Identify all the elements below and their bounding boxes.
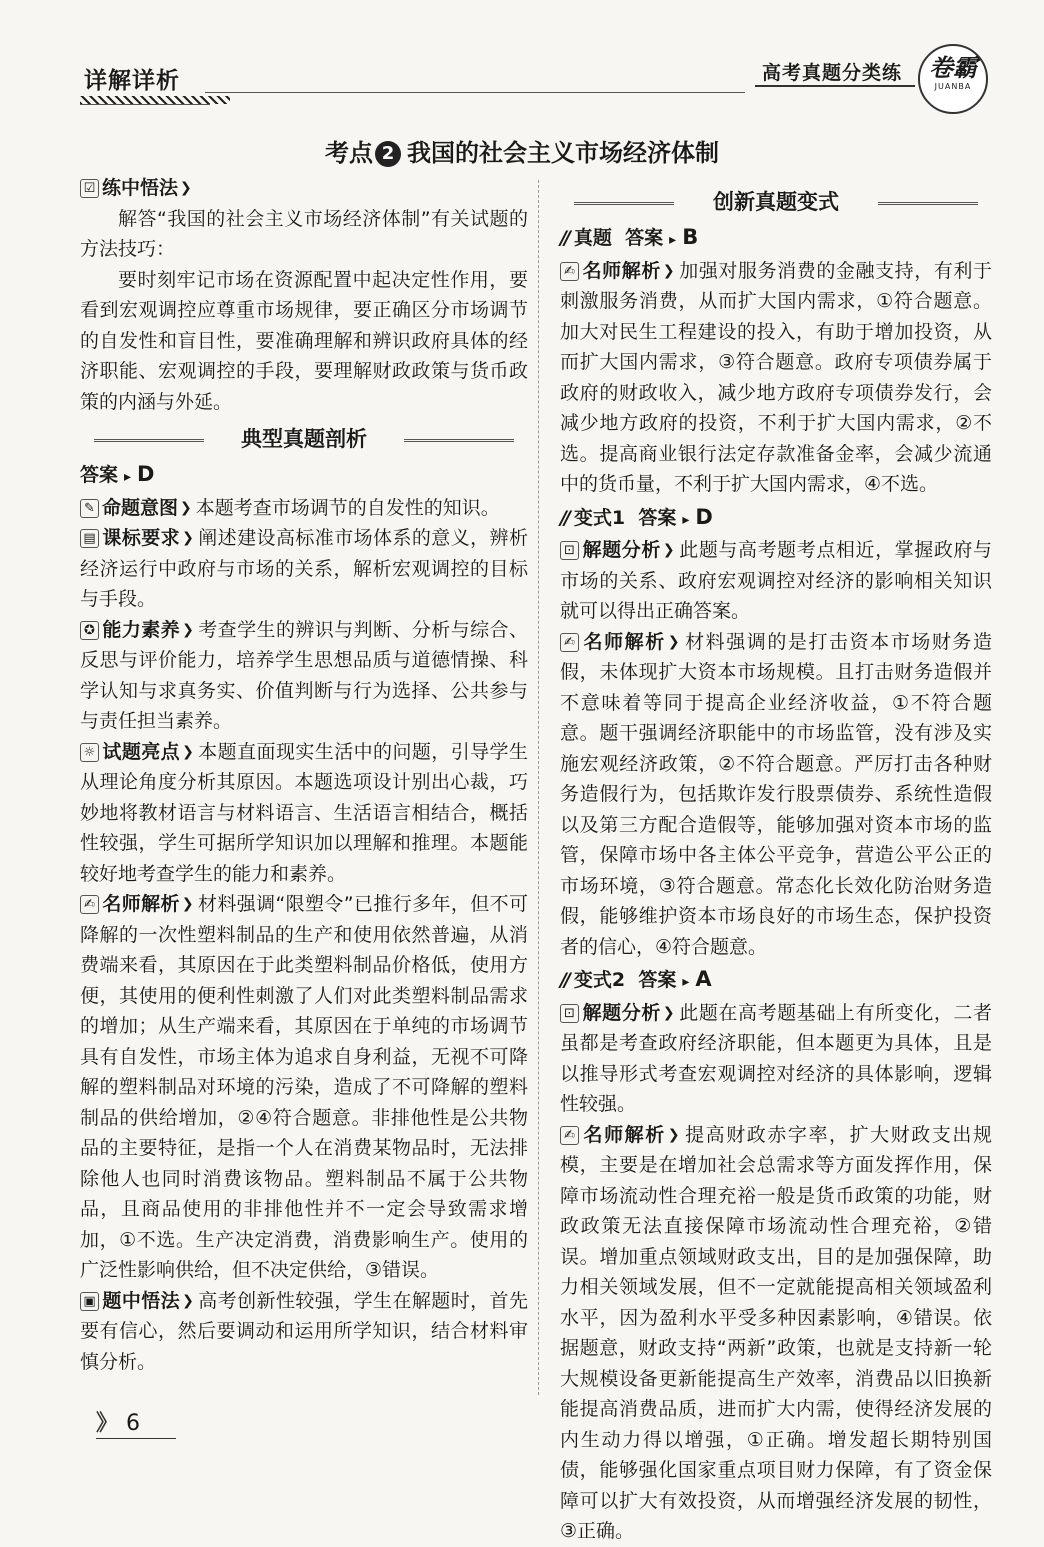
analysis-icon: ⊡: [560, 541, 579, 560]
q1-jiexi: ✍ 名师解析 ❯ 加强对服务消费的金融支持，有利于刺激服务消费，从而扩大国内需求，①符合题意。加大对民生工程建设的投入，有助于增加投资，从而扩大国内需求，③符合题意。政府专项债券属于政府的财政收入，减少地方政府专项债券发行，会减少地方政府的投资，不利于扩大国内需求，②不选。提高商业银行法定存款准备金率，会减少流通中的货币量，不利于扩大国内需求，④不选。: [560, 259, 992, 495]
banner-title: 典型真题剖析: [233, 427, 375, 451]
real-question-header: // 真题 答案 ▸ B: [560, 225, 699, 249]
answer-line: [80, 459, 528, 493]
teacher-icon: ✍: [560, 633, 579, 652]
book-icon: ▤: [80, 529, 99, 548]
answer-value: D: [695, 504, 713, 529]
teacher-icon: ✍: [560, 262, 579, 281]
header-right-title: 高考真题分类练: [762, 62, 903, 84]
header-right-rule: [755, 85, 915, 87]
page-number: 6: [126, 1411, 141, 1436]
section-number-badge: 2: [375, 141, 401, 167]
practice-label: ☑ 练中悟法 ❯: [80, 177, 196, 199]
item-wufa: ▣ 题中悟法 ❯ 高考创新性较强，学生在解题时，首先要有信心，然后要调动和运用所学知识，结合材料审慎分析。: [80, 1289, 528, 1373]
answer-value: A: [695, 967, 712, 991]
q2-jiexi: ✍ 名师解析 ❯ 材料强调的是打击资本市场财务造假，未体现扩大资本市场规模。且打击财务造假并不意味着等同于提高企业经济收益，①不符合题意。题干强调经济职能中的市场监管，没有涉及实施宏观经济政策，②不符合题意。严厉打击各种财务造假行为，包括欺诈发行股票债券、系统性造假以及第三方配合造假等，能够加强对资本市场的监管，保障市场中各主体公平竞争，营造公平公正的市场环境，③符合题意。常态化长效化防治财务造假，能够维护资本市场良好的市场生态，保护投资者的信心，④符合题意。: [560, 630, 992, 958]
answer-label: 答案: [80, 464, 119, 486]
footer-rule: [96, 1438, 176, 1439]
banner-rule-left: [94, 439, 204, 442]
right-column: [560, 184, 992, 1547]
section-title: [0, 133, 1044, 168]
analysis-icon: ⊡: [560, 1004, 579, 1023]
banner-rule-right: [404, 439, 514, 442]
header-left-title: 详解详析: [84, 68, 180, 94]
header-rule-lower: [80, 104, 210, 105]
left-column: [80, 173, 528, 1377]
header-rule: [205, 92, 745, 93]
innovative-questions-banner: [560, 184, 992, 220]
practice-block: [80, 173, 528, 204]
bulb-icon: ✪: [80, 621, 99, 640]
item-nengli: ✪ 能力素养 ❯ 考查学生的辨识与判断、分析与综合、反思与评价能力，培养学生思想品质与道德情操、科学认知与求真务实、价值判断与行为选择、公共参与与责任担当素养。: [80, 618, 528, 732]
note-icon: ▣: [80, 1292, 99, 1311]
triangle-icon: ▸: [124, 469, 132, 485]
answer-value: B: [682, 225, 699, 249]
banner-title: 创新真题变式: [705, 190, 847, 214]
page-footer: [96, 1406, 140, 1437]
logo-text: 卷霸: [929, 54, 977, 82]
variant2-header: // 变式2 答案 ▸ A: [560, 967, 712, 991]
logo-subtext: JUANBA: [934, 82, 972, 91]
answer-value: D: [137, 462, 155, 486]
banner-rule-right: [878, 202, 978, 205]
section-heading: 我国的社会主义市场经济体制: [407, 139, 719, 167]
item-liangdian: ☼ 试题亮点 ❯ 本题直面现实生活中的问题，引导学生从理论角度分析其原因。本题选项设计别出心裁，巧妙地将教材语言与材料语言、生活语言相结合，概括性较强，学生可据所学知识加以理解和推理。本题能较好地考查学生的能力和素养。: [80, 740, 528, 885]
triangle-icon: ▸: [682, 974, 690, 990]
banner-rule-left: [574, 202, 674, 205]
variant1-header: // 变式1 答案 ▸ D: [560, 504, 713, 529]
q2-fenxi: ⊡ 解题分析 ❯ 此题与高考题考点相近，掌握政府与市场的关系、政府宏观调控对经济的影响相关知识就可以得出正确答案。: [560, 539, 992, 622]
section-prefix: 考点: [325, 139, 373, 167]
juanba-logo: [918, 44, 988, 114]
page-header: [0, 52, 1044, 122]
check-icon: ☑: [80, 179, 99, 198]
column-divider: [538, 180, 539, 1395]
triangle-icon: ▸: [669, 232, 677, 248]
pen-icon: ✎: [80, 499, 99, 518]
chevron-icon: 》: [96, 1411, 119, 1436]
practice-body: 要时刻牢记市场在资源配置中起决定性作用，要看到宏观调控应尊重市场规律，要正确区分市场调节的自发性和盲目性，要准确理解和辨识政府具体的经济职能、宏观调控的手段，要理解财政政策与货币政策的内涵与外延。: [80, 268, 528, 413]
triangle-icon: ▸: [682, 511, 690, 528]
header-stripes-decoration: [80, 96, 230, 104]
spark-icon: ☼: [80, 743, 99, 762]
typical-questions-banner: [80, 421, 528, 457]
q3-fenxi: ⊡ 解题分析 ❯ 此题在高考题基础上有所变化，二者虽都是考查政府经济职能，但本题更为具体，且是以推导形式考查宏观调控对经济的具体影响，逻辑性较强。: [560, 1001, 992, 1115]
item-kebiao: ▤ 课标要求 ❯ 阐述建设高标准市场体系的意义，辨析经济运行中政府与市场的关系，解析宏观调控的目标与手段。: [80, 527, 528, 610]
item-jiexi: ✍ 名师解析 ❯ 材料强调“限塑令”已推行多年，但不可降解的一次性塑料制品的生产和使用依然普遍，从消费端来看，其原因在于此类塑料制品价格低，使用方便，其使用的便利性刺激了人们对此类塑料制品需求的增加；从生产端来看，其原因在于单纯的市场调节具有自发性，市场主体为追求自身利益，无视不可降解的塑料制品对环境的污染，造成了不可降解的塑料制品的供给增加，②④符合题意。非排他性是公共物品的主要特征，是指一个人在消费某物品时，无法排除他人也同时消费该物品。塑料制品不属于公共物品，且商品使用的非排他性并不一定会导致需求增加，①不选。生产决定消费，消费影响生产。使用的广泛性影响供给，但不决定供给，③错误。: [80, 893, 528, 1281]
practice-intro: 解答“我国的社会主义市场经济体制”有关试题的方法技巧：: [80, 207, 528, 260]
item-mingti: ✎ 命题意图 ❯ 本题考查市场调节的自发性的知识。: [80, 493, 528, 524]
arrow-icon: ❯: [180, 180, 192, 196]
teacher-icon: ✍: [80, 895, 99, 914]
teacher-icon: ✍: [560, 1126, 579, 1145]
q3-jiexi: ✍ 名师解析 ❯ 提高财政赤字率，扩大财政支出规模，主要是在增加社会总需求等方面发挥作用，保障市场流动性合理充裕一般是货币政策的功能，财政政策无法直接保障市场流动性合理充裕，②错误。增加重点领域财政支出，目的是加强保障，助力相关领域发展，但不一定就能提高相关领域盈利水平，因为盈利水平受多种因素影响，④错误。依据题意，财政支持“两新”政策，也就是支持新一轮大规模设备更新能提高生产效率，消费品以旧换新能提高消费品质，进而扩大内需，使得经济发展的内生动力得以增强，①正确。增发超长期特别国债，能够强化国家重点项目财力保障，有了资金保障可以扩大有效投资，从而增强经济发展的韧性，③正确。: [560, 1123, 992, 1542]
